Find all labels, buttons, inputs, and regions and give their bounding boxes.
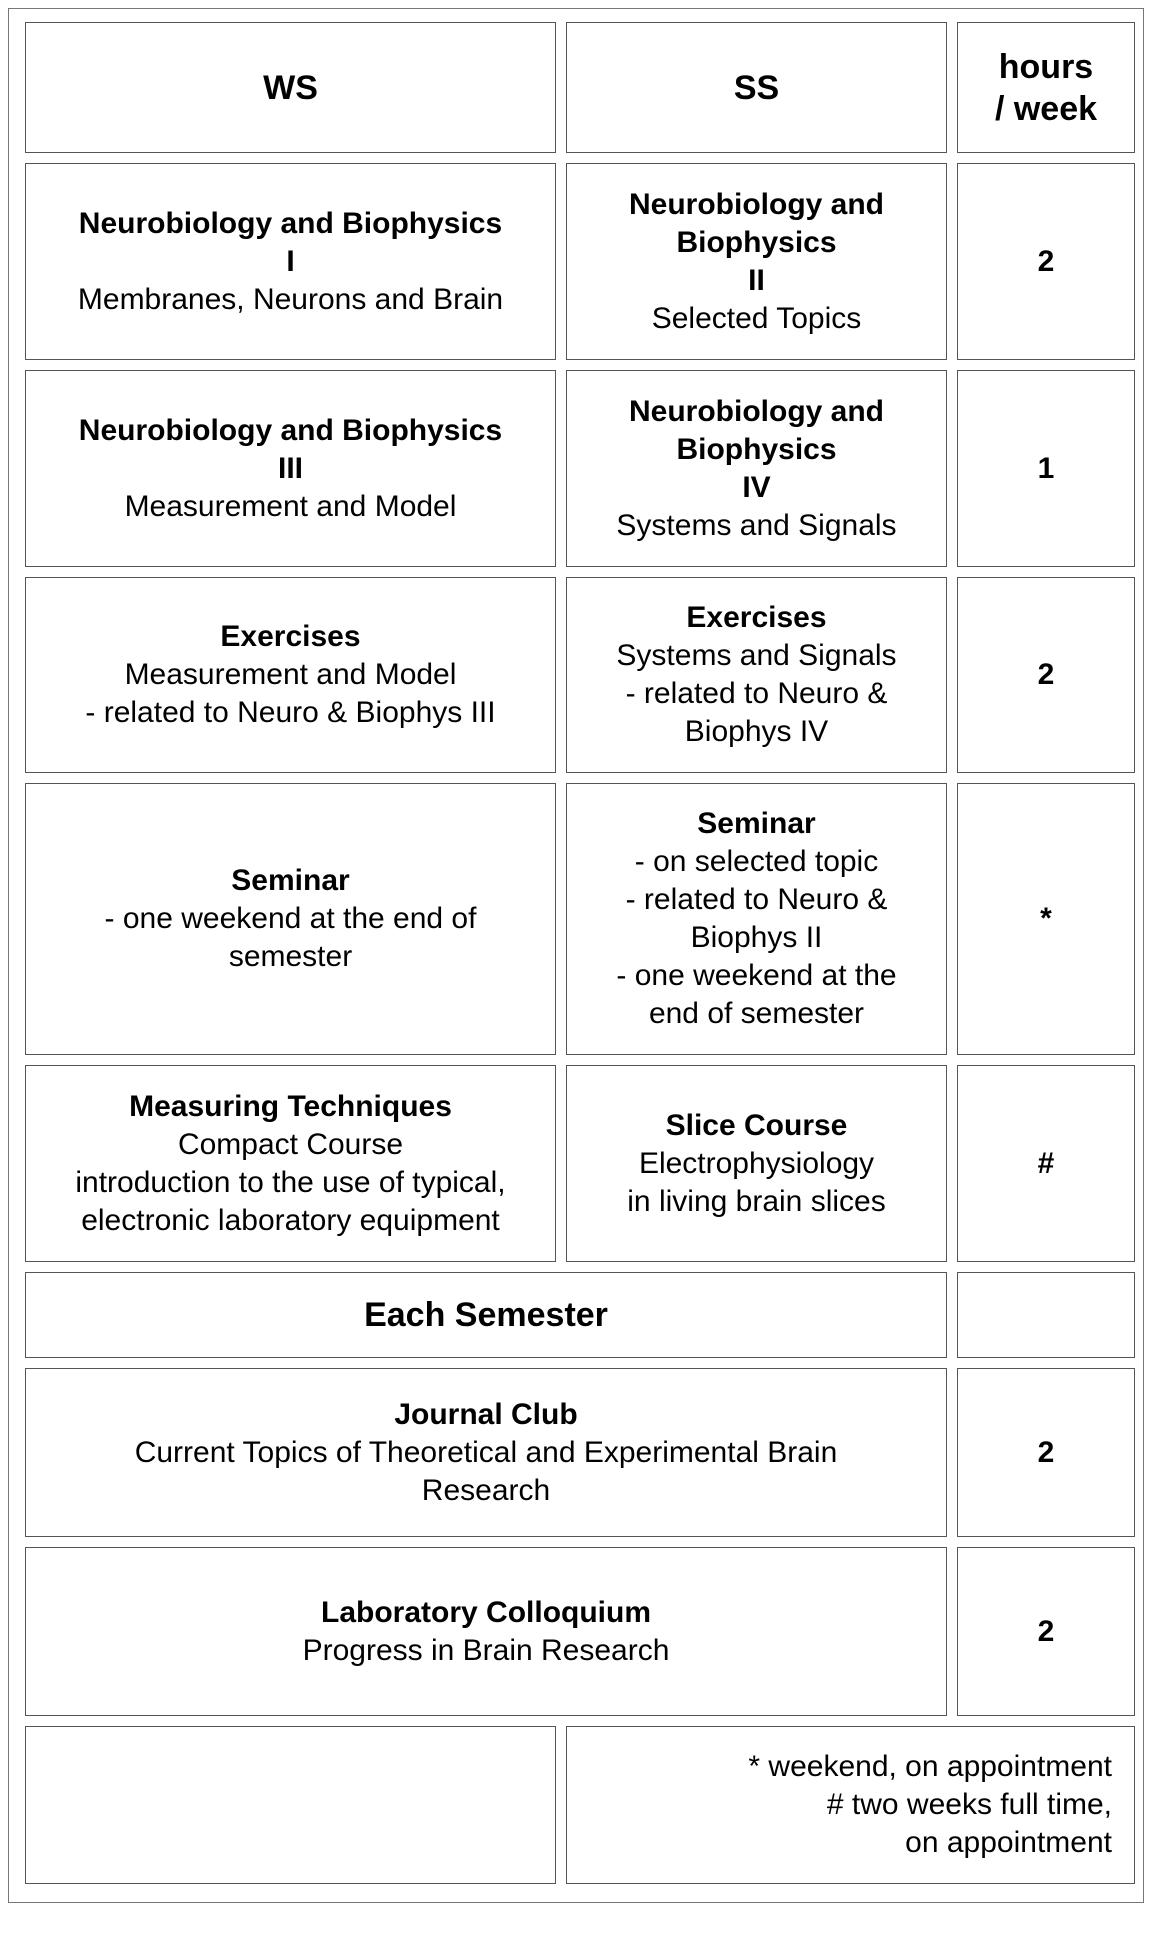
- course-title: Exercises: [220, 620, 361, 653]
- course-title: Neurobiology and: [629, 394, 884, 428]
- hours-row-2: [957, 370, 1135, 567]
- course-title: Journal Club: [394, 1397, 578, 1431]
- hours-value: #: [1037, 1146, 1055, 1180]
- header-ss-label: SS: [733, 68, 780, 107]
- hours-journal-club: [957, 1368, 1135, 1537]
- ws-seminar: [25, 783, 556, 1055]
- each-semester-label: Each Semester: [364, 1296, 608, 1334]
- header-hours: [957, 22, 1135, 153]
- course-subtitle: Biophys II: [690, 921, 823, 954]
- course-title: Slice Course: [665, 1108, 848, 1142]
- header-hours-line2: / week: [994, 89, 1098, 128]
- course-subtitle: Measurement and Model: [124, 658, 457, 691]
- course-title: IV: [742, 470, 771, 504]
- course-title: I: [286, 244, 295, 278]
- each-semester-header: [25, 1272, 947, 1358]
- ws-course-nbb-1: [25, 163, 556, 360]
- journal-club: [25, 1368, 947, 1537]
- course-subtitle: Systems and Signals: [616, 508, 897, 542]
- ss-course-nbb-4: [566, 370, 947, 567]
- course-title: Seminar: [697, 807, 816, 840]
- course-subtitle: Selected Topics: [651, 301, 862, 335]
- ws-course-nbb-3: [25, 370, 556, 567]
- hours-laboratory-colloquium: [957, 1547, 1135, 1716]
- ws-measuring-techniques: [25, 1065, 556, 1262]
- course-title: Laboratory Colloquium: [321, 1595, 651, 1629]
- footnote-weekend: * weekend, on appointment: [748, 1750, 1112, 1783]
- hours-value: *: [1040, 902, 1052, 935]
- footnote-appointment: on appointment: [905, 1826, 1112, 1859]
- ws-exercises: [25, 577, 556, 773]
- hours-value: 2: [1037, 1435, 1055, 1469]
- course-subtitle: Membranes, Neurons and Brain: [77, 282, 504, 316]
- course-subtitle: Measurement and Model: [124, 489, 457, 523]
- course-subtitle: in living brain slices: [627, 1184, 886, 1218]
- course-title: Measuring Techniques: [129, 1089, 452, 1123]
- course-subtitle: - related to Neuro &: [625, 883, 888, 916]
- each-semester-hours-empty: [957, 1272, 1135, 1358]
- hours-row-3: [957, 577, 1135, 773]
- header-ws: [25, 22, 556, 153]
- course-title: Exercises: [686, 601, 827, 634]
- course-subtitle: - one weekend at the end of: [104, 902, 477, 935]
- course-subtitle: end of semester: [648, 997, 865, 1030]
- course-subtitle: Research: [421, 1473, 551, 1507]
- hours-row-4: [957, 783, 1135, 1055]
- course-subtitle: - related to Neuro &: [625, 677, 888, 710]
- course-subtitle: semester: [228, 940, 353, 973]
- course-subtitle: Current Topics of Theoretical and Experimental Brain: [134, 1435, 838, 1469]
- laboratory-colloquium: [25, 1547, 947, 1716]
- footnotes: [566, 1726, 1135, 1884]
- header-ws-label: WS: [263, 68, 318, 107]
- course-subtitle: - related to Neuro & Biophys III: [85, 696, 496, 729]
- ss-slice-course: [566, 1065, 947, 1262]
- hours-row-1: [957, 163, 1135, 360]
- course-subtitle: Compact Course: [177, 1127, 404, 1161]
- course-subtitle: - on selected topic: [634, 845, 879, 878]
- hours-value: 1: [1037, 451, 1055, 485]
- course-title: II: [748, 263, 765, 297]
- course-subtitle: Electrophysiology: [638, 1146, 875, 1180]
- ss-seminar: [566, 783, 947, 1055]
- hours-value: 2: [1037, 244, 1055, 278]
- course-subtitle: Systems and Signals: [616, 639, 897, 672]
- footnote-two-weeks: # two weeks full time,: [826, 1788, 1112, 1821]
- course-title: Biophysics: [676, 225, 837, 259]
- hours-value: 2: [1037, 658, 1055, 691]
- course-subtitle: electronic laboratory equipment: [81, 1203, 500, 1237]
- footer-empty-cell: [25, 1726, 556, 1884]
- course-subtitle: introduction to the use of typical,: [75, 1165, 506, 1199]
- header-ss: [566, 22, 947, 153]
- ss-exercises: [566, 577, 947, 773]
- course-subtitle: Biophys IV: [684, 715, 829, 748]
- course-title: III: [277, 451, 303, 485]
- hours-row-5: [957, 1065, 1135, 1262]
- course-title: Biophysics: [676, 432, 837, 466]
- course-title: Seminar: [231, 864, 350, 897]
- hours-value: 2: [1037, 1614, 1055, 1648]
- course-title: Neurobiology and Biophysics: [78, 413, 503, 447]
- course-title: Neurobiology and Biophysics: [78, 206, 503, 240]
- course-title: Neurobiology and: [629, 187, 884, 221]
- ss-course-nbb-2: [566, 163, 947, 360]
- course-subtitle: - one weekend at the: [616, 959, 897, 992]
- course-subtitle: Progress in Brain Research: [302, 1633, 670, 1667]
- header-hours-line1: hours: [998, 47, 1094, 86]
